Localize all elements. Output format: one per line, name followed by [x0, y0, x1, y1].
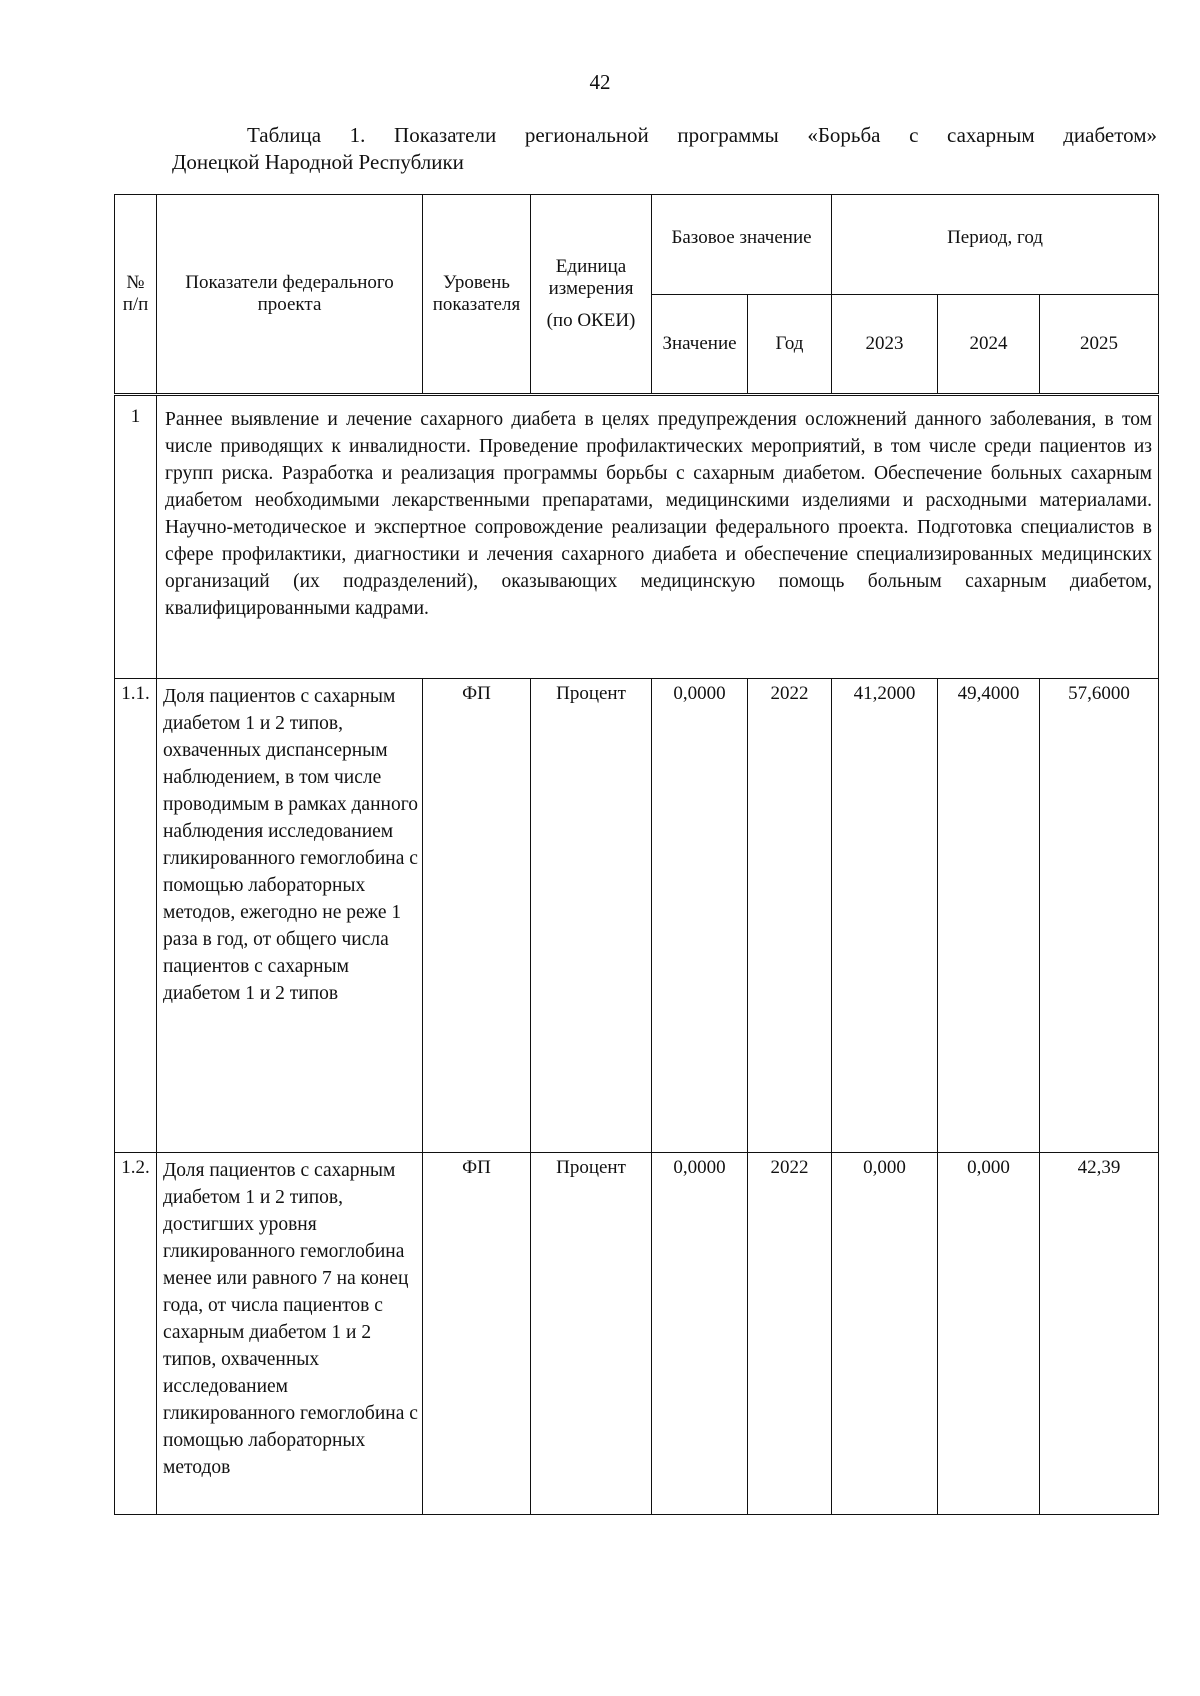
row-value-2025: 57,6000 [1040, 679, 1159, 1153]
row-unit: Процент [531, 679, 652, 1153]
section-text: Раннее выявление и лечение сахарного диабета в целях предупреждения осложнений данного заболевания, в том числе приводящих к инвалидности. Проведение профилактических мероприятий, в том числе среди пациентов из групп риска. Разработка и реализация программы борьбы с сахарным диабетом. Обеспечение больных сахарным диабетом необходимыми лекарственными препаратами, медицинскими изделиями и расходными материалами. Научно-методическое и экспертное сопровождение реализации федерального проекта. Подготовка специалистов в сфере профилактики, диагностики и лечения сахарного диабета и обеспечение специализированных медицинских организаций (их подразделений), оказывающих медицинскую помощь больным сахарным диабетом, квалифицированными кадрами. [157, 395, 1159, 679]
header-2023: 2023 [832, 295, 938, 395]
row-value-2023: 0,000 [832, 1153, 938, 1515]
row-value-2024: 49,4000 [938, 679, 1040, 1153]
row-level: ФП [423, 1153, 531, 1515]
caption-line-1: Таблица 1. Показатели региональной программы «Борьба с сахарным диабетом» [247, 123, 1157, 147]
row-base-value: 0,0000 [652, 679, 748, 1153]
header-level: Уровень показателя [423, 195, 531, 395]
row-base-value: 0,0000 [652, 1153, 748, 1515]
row-indicator-name: Доля пациентов с сахарным диабетом 1 и 2 типов, достигших уровня гликированного гемоглобина менее или равного 7 на конец года, от числа пациентов с сахарным диабетом 1 и 2 типов, охваченных исследованием гликированного гемоглобина с помощью лабораторных методов [157, 1153, 423, 1515]
header-unit-bottom: (по ОКЕИ) [546, 310, 636, 331]
page-number: 42 [589, 70, 611, 94]
caption-line-2: Донецкой Народной Республики [172, 150, 464, 174]
table-row [115, 679, 1159, 1153]
header-2024: 2024 [938, 295, 1040, 395]
header-year: Год [748, 295, 832, 395]
header-base-value: Базовое значение [652, 195, 832, 295]
header-value: Значение [652, 295, 748, 395]
row-unit: Процент [531, 1153, 652, 1515]
row-value-2025: 42,39 [1040, 1153, 1159, 1515]
header-num: № п/п [115, 195, 157, 395]
header-2025: 2025 [1040, 295, 1159, 395]
row-value-2023: 41,2000 [832, 679, 938, 1153]
header-unit [531, 195, 652, 395]
row-base-year: 2022 [748, 679, 832, 1153]
header-indicator: Показатели федерального проекта [157, 195, 423, 395]
section-num: 1 [115, 395, 157, 679]
row-num: 1.1. [115, 679, 157, 1153]
row-base-year: 2022 [748, 1153, 832, 1515]
header-period: Период, год [832, 195, 1159, 295]
table-caption [172, 122, 1157, 176]
indicators-table [114, 194, 1159, 1515]
row-value-2024: 0,000 [938, 1153, 1040, 1515]
header-unit-top: Единица измерения [548, 256, 634, 299]
table-row [115, 1153, 1159, 1515]
row-level: ФП [423, 679, 531, 1153]
row-num: 1.2. [115, 1153, 157, 1515]
section-row [115, 395, 1159, 679]
row-indicator-name: Доля пациентов с сахарным диабетом 1 и 2 типов, охваченных диспансерным наблюдением, в том числе проводимым в рамках данного наблюдения исследованием гликированного гемоглобина с помощью лабораторных методов, ежегодно не реже 1 раза в год, от общего числа пациентов с сахарным диабетом 1 и 2 типов [157, 679, 423, 1153]
